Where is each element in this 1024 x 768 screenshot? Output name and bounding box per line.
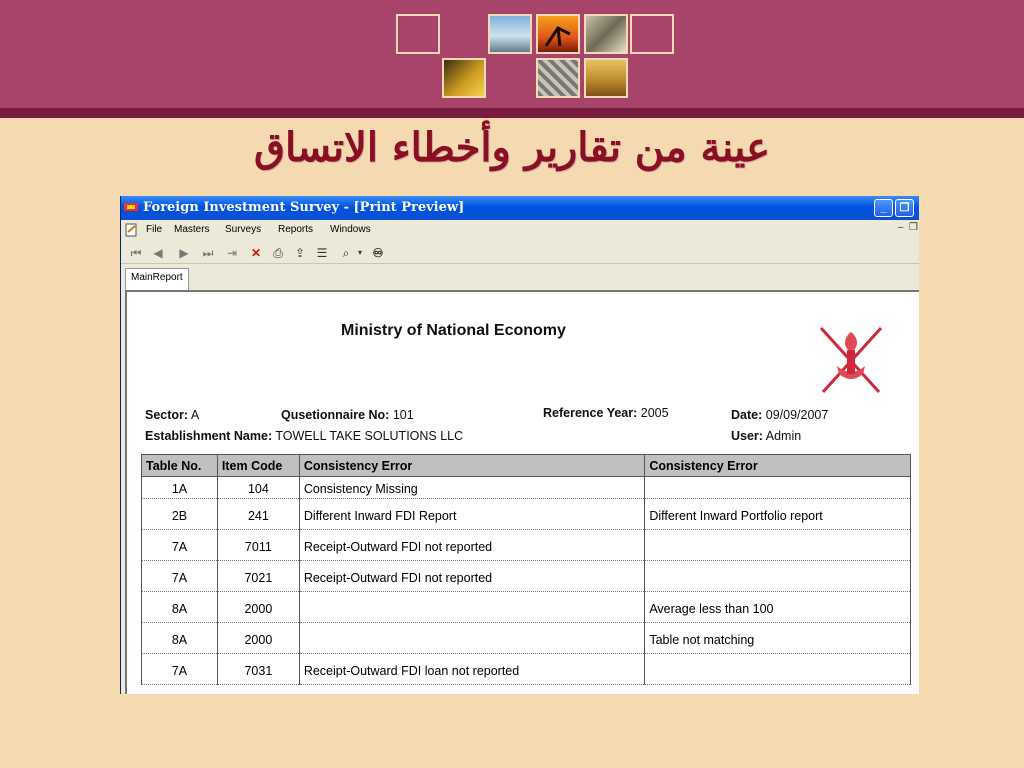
questionnaire-field: Qusetionnaire No: 101 bbox=[281, 408, 414, 422]
menu-bar bbox=[121, 220, 919, 240]
window-titlebar[interactable] bbox=[121, 196, 919, 220]
menu-masters[interactable]: Masters bbox=[174, 224, 210, 235]
table-cell: 7A bbox=[142, 561, 218, 592]
table-cell: 7031 bbox=[217, 654, 299, 685]
lab-image-tile bbox=[442, 58, 486, 98]
table-cell: 8A bbox=[142, 592, 218, 623]
date-field: Date: 09/09/2007 bbox=[731, 408, 829, 422]
gold-image-tile bbox=[584, 58, 628, 98]
menu-windows[interactable]: Windows bbox=[330, 224, 371, 235]
table-cell bbox=[299, 592, 644, 623]
report-page bbox=[125, 290, 919, 694]
table-row bbox=[142, 530, 911, 561]
table-cell: 2000 bbox=[217, 592, 299, 623]
table-row bbox=[142, 623, 911, 654]
table-cell: Receipt-Outward FDI loan not reported bbox=[299, 654, 644, 685]
table-cell: 7011 bbox=[217, 530, 299, 561]
preview-toolbar bbox=[121, 242, 919, 264]
sector-field: Sector: A bbox=[145, 408, 200, 422]
next-page-icon[interactable]: ▶ bbox=[179, 246, 189, 260]
header-banner bbox=[0, 0, 1024, 108]
restore-button[interactable]: ❐ bbox=[895, 199, 914, 217]
establishment-field: Establishment Name: TOWELL TAKE SOLUTIONS LLC bbox=[145, 429, 464, 443]
minimize-button[interactable]: _ bbox=[874, 199, 893, 217]
close-icon[interactable]: ✕ bbox=[250, 246, 262, 260]
seaport-image-tile bbox=[488, 14, 532, 54]
tree-icon[interactable]: ☰ bbox=[316, 246, 328, 260]
table-cell: Different Inward FDI Report bbox=[299, 499, 644, 530]
zoom-dropdown-icon[interactable]: ▾ bbox=[357, 248, 362, 257]
last-page-icon[interactable]: ⏭ bbox=[202, 246, 214, 260]
column-header: Table No. bbox=[142, 455, 218, 477]
table-row bbox=[142, 499, 911, 530]
table-cell bbox=[645, 561, 911, 592]
table-row bbox=[142, 561, 911, 592]
table-cell bbox=[645, 530, 911, 561]
column-header: Item Code bbox=[217, 455, 299, 477]
prev-page-icon[interactable]: ◀ bbox=[153, 246, 163, 260]
report-tabstrip bbox=[121, 266, 919, 290]
slide-title: عينة من تقارير وأخطاء الاتساق bbox=[253, 124, 771, 171]
first-page-icon[interactable]: ⏮ bbox=[130, 246, 142, 260]
print-icon[interactable]: ⎙ bbox=[273, 246, 283, 260]
report-heading: Ministry of National Economy bbox=[341, 322, 566, 339]
menu-surveys[interactable]: Surveys bbox=[225, 224, 262, 235]
reference-year-field: Reference Year: 2005 bbox=[543, 406, 669, 420]
tab-mainreport[interactable]: MainReport bbox=[125, 268, 189, 290]
oman-emblem-icon bbox=[813, 322, 889, 402]
oil-pump-image-tile bbox=[536, 14, 580, 54]
column-header: Consistency Error bbox=[645, 455, 911, 477]
table-cell: 104 bbox=[217, 477, 299, 499]
table-cell: 2B bbox=[142, 499, 218, 530]
table-cell: Receipt-Outward FDI not reported bbox=[299, 530, 644, 561]
table-row bbox=[142, 592, 911, 623]
table-cell: 1A bbox=[142, 477, 218, 499]
table-cell: 8A bbox=[142, 623, 218, 654]
banner-divider bbox=[0, 108, 1024, 118]
table-cell: Different Inward Portfolio report bbox=[645, 499, 911, 530]
zoom-icon[interactable]: ⌕ bbox=[342, 246, 350, 260]
cables-image-tile bbox=[536, 58, 580, 98]
table-cell: Average less than 100 bbox=[645, 592, 911, 623]
table-cell: 7A bbox=[142, 530, 218, 561]
table-cell: Table not matching bbox=[645, 623, 911, 654]
table-row bbox=[142, 654, 911, 685]
table-cell: Consistency Missing bbox=[299, 477, 644, 499]
table-cell: 7021 bbox=[217, 561, 299, 592]
industry-image-tile bbox=[584, 14, 628, 54]
frame-tile bbox=[396, 14, 440, 54]
table-cell: 2000 bbox=[217, 623, 299, 654]
window-title: Foreign Investment Survey - [Print Preview] bbox=[143, 200, 465, 215]
search-binoculars-icon[interactable]: ♾ bbox=[372, 246, 384, 260]
app-window bbox=[120, 196, 919, 694]
document-icon bbox=[124, 223, 138, 237]
column-header: Consistency Error bbox=[299, 455, 644, 477]
table-cell bbox=[645, 654, 911, 685]
table-cell: Receipt-Outward FDI not reported bbox=[299, 561, 644, 592]
table-cell bbox=[299, 623, 644, 654]
user-field: User: Admin bbox=[731, 429, 802, 443]
mdi-window-controls[interactable]: – ❐ bbox=[897, 222, 918, 233]
table-cell: 7A bbox=[142, 654, 218, 685]
table-cell bbox=[645, 477, 911, 499]
export-icon[interactable]: ⇪ bbox=[294, 246, 306, 260]
table-row bbox=[142, 477, 911, 499]
menu-file[interactable]: File bbox=[146, 224, 163, 235]
menu-reports[interactable]: Reports bbox=[278, 224, 314, 235]
goto-page-icon[interactable]: ⇥ bbox=[226, 246, 238, 260]
consistency-error-table bbox=[141, 454, 911, 685]
table-cell: 241 bbox=[217, 499, 299, 530]
frame-tile bbox=[630, 14, 674, 54]
app-icon bbox=[124, 201, 138, 213]
